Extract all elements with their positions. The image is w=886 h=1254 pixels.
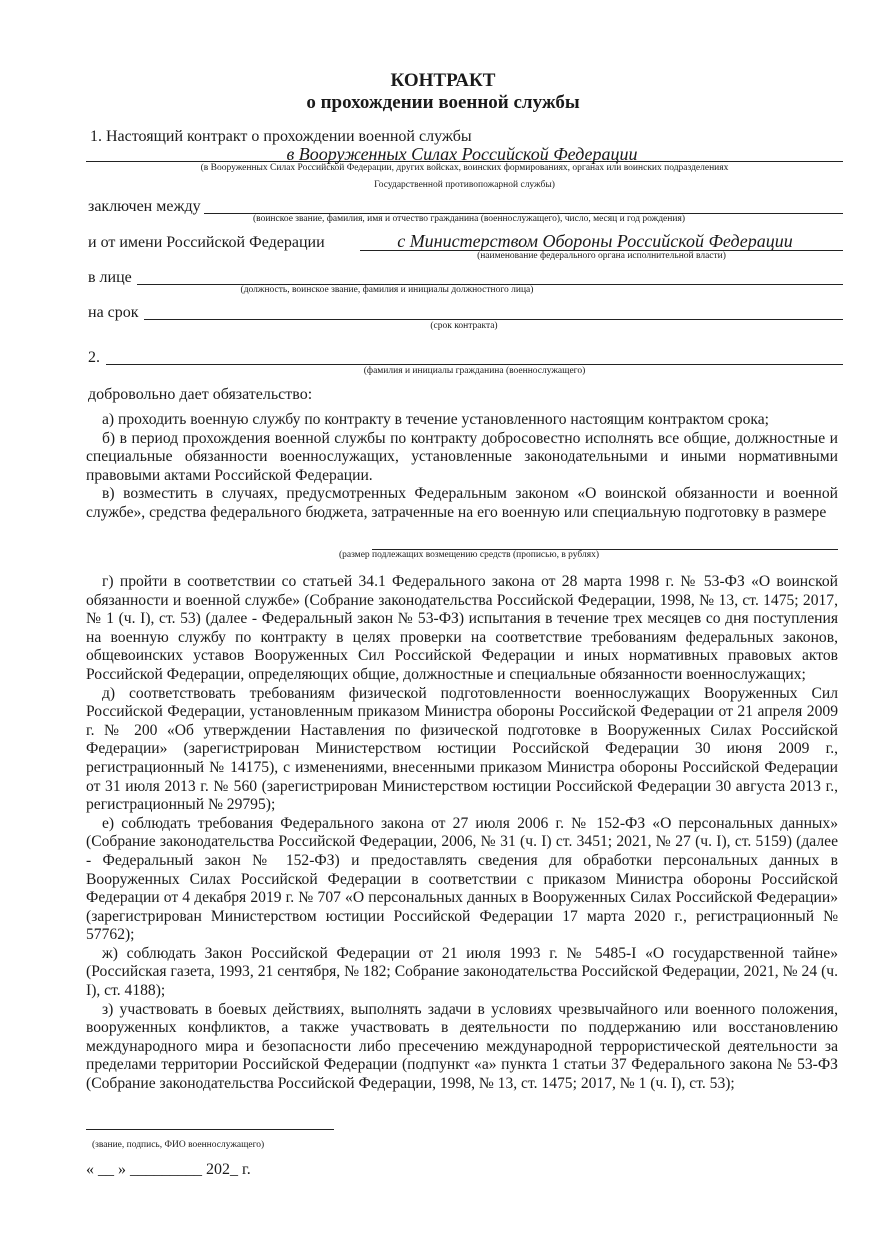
item-zh: ж) соблюдать Закон Российской Федерации от 21 июля 1993 г. № 5485-I «О государственной тайне» (Российская газета, 1993, 21 сентября, № 182; Собрание законодательства Российской Федерации, 2021, № 24 (ч. I), ст. 4188); [86,944,838,1000]
document-title: КОНТРАКТ [390,70,496,91]
concluded-caption: (воинское звание, фамилия, имя и отчество гражданина (военнослужащего), число, месяц и год рождения) [253,214,685,224]
item-e: е) соблюдать требования Федерального закона от 27 июля 2006 г. № 152-ФЗ «О персональных данных» (Собрание законодательства Российской Федерации, 2006, № 31 (ч. I) ст. 3451; 2021, № 27 (ч. I), ст. 5159) (далее - Федеральный закон № 152-ФЗ) и предоставлять сведения для обработки персональных данных в Вооруженных Силах Российской Федерации в соответствии с приказом Министра обороны Российской Федерации от 4 декабря 2019 г. № 707 «О персональных данных в Вооруженных Силах Российской Федерации» (зарегистрирован Министерством юстиции Российской Федерации 17 марта 2020 г., регистрационный № 57762); [86,814,838,944]
clause2-intro: добровольно дает обязательство: [88,386,313,403]
obligations-block-top [86,411,838,523]
item-z: з) участвовать в боевых действиях, выполнять задачи в условиях чрезвычайного или военного положения, вооруженных конфликтов, а также участвовать в деятельности по поддержанию или восстановлению международного мира и безопасности либо пресечению международной террористической деятельности за пределами территории Российской Федерации (подпункт «а» пункта 1 статьи 37 Федерального закона № 53-ФЗ (Собрание законодательства Российской Федерации, 1998, № 13, ст. 1475; 2017, № 1 (ч. I), ст. 53); [86,1000,838,1093]
date-line: « __ » _________ 202_ г. [86,1161,251,1178]
clause1-org-value: в Вооруженных Силах Российской Федерации [286,144,638,164]
clause2-number: 2. [88,349,100,366]
obligations-block-main [86,573,838,1094]
rf-caption: (наименование федерального органа исполнительной власти) [477,251,726,261]
clause1-org-caption-2: Государственной противопожарной службы) [374,180,555,190]
signature-line [86,1129,334,1130]
person-label: в лице [88,269,132,286]
document-subtitle: о прохождении военной службы [306,92,580,113]
item-d: д) соответствовать требованиям физической подготовленности военнослужащих Вооруженных Сил Российской Федерации, установленным приказом Министра обороны Российской Федерации от 21 апреля 2009 г. № 200 «Об утверждении Наставления по физической подготовке в Вооруженных Силах Российской Федерации» (зарегистрирован Министерством юстиции Российской Федерации 30 июня 2009 г., регистрационный № 14175), с изменениями, внесенными приказом Министра обороны Российской Федерации от 31 июля 2013 г. № 560 (зарегистрирован Министерством юстиции Российской Федерации 30 августа 2013 г., регистрационный № 29795); [86,684,838,814]
rf-label: и от имени Российской Федерации [88,234,325,251]
clause1-intro: 1. Настоящий контракт о прохождении военной службы [90,128,472,145]
item-v: в) возместить в случаях, предусмотренных Федеральным законом «О воинской обязанности и военной службе», средства федерального бюджета, затраченные на его военную или специальную подготовку в размере [86,485,838,521]
signature-caption: (звание, подпись, ФИО военнослужащего) [92,1140,265,1150]
term-label: на срок [88,304,139,321]
item-g: г) пройти в соответствии со статьей 34.1 Федерального закона от 28 марта 1998 г. № 53-ФЗ «О воинской обязанности и военной службе» (Собрание законодательства Российской Федерации, 1998, № 13, ст. 1475; 2017, № 1 (ч. I), ст. 53) (далее - Федеральный закон № 53-ФЗ) испытания в течение трех месяцев со дня поступления на военную службу по контракту в целях проверки на соответствие требованиям федеральных законов, общевоинских уставов Вооруженных Сил Российской Федерации и иных нормативных правовых актов Российской Федерации, определяющих общие, должностные и специальные обязанности военнослужащих; [86,573,838,683]
clause1-org-caption-1: (в Вооруженных Силах Российской Федерации, других войсках, воинских формированиях, органах или воинских подразделениях [200,163,729,173]
rf-value: с Министерством Обороны Российской Федерации [397,231,793,251]
clause1-org-underline [86,161,843,162]
person-caption: (должность, воинское звание, фамилия и инициалы должностного лица) [240,285,534,295]
item-v-caption: (размер подлежащих возмещению средств (прописью, в рублях) [338,550,600,560]
item-a: а) проходить военную службу по контракту в течение установленного настоящим контрактом срока; [102,411,769,428]
term-underline [144,319,843,320]
concluded-label: заключен между [88,198,201,215]
clause2-name-caption: (фамилия и инициалы гражданина (военнослужащего) [363,366,586,376]
term-caption: (срок контракта) [430,321,498,331]
item-b: б) в период прохождения военной службы по контракту добросовестно исполнять все общие, должностные и специальные обязанности военнослужащих, установленные законодательными и иными нормативными правовыми актами Российской Федерации. [86,429,838,484]
clause2-name-underline [106,364,843,365]
